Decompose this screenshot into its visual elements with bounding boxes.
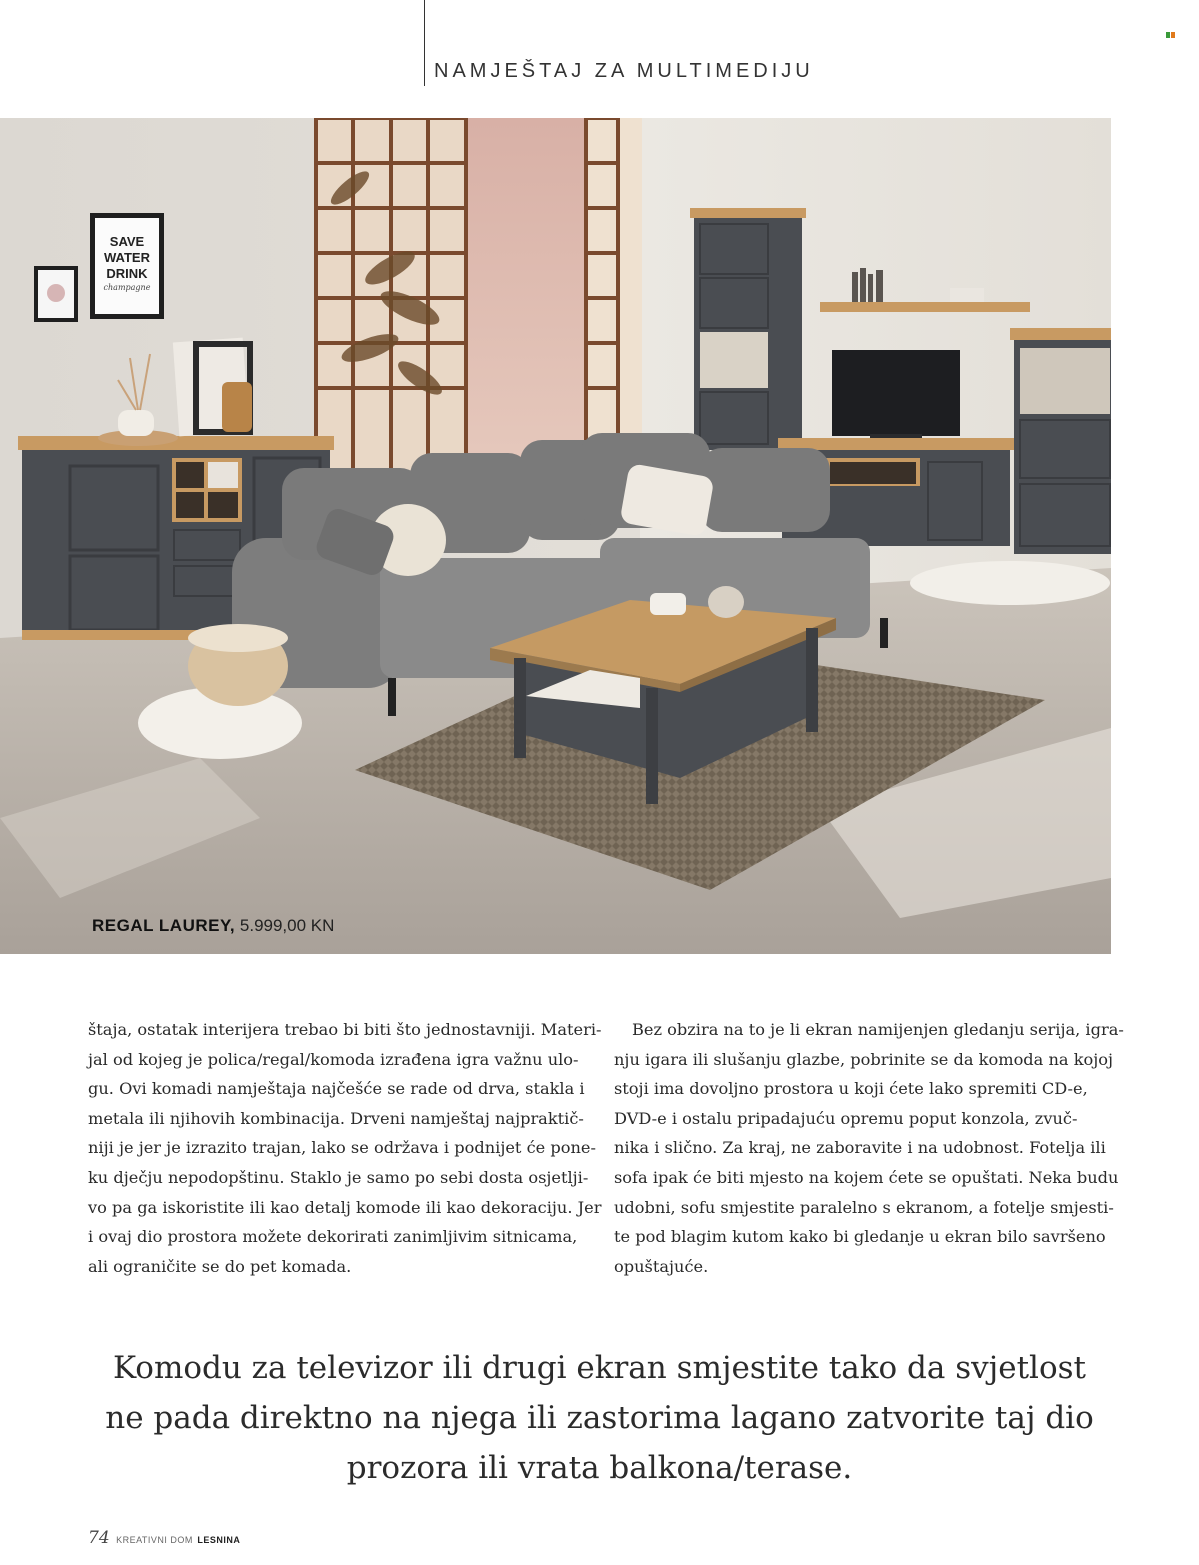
poster-line-4: champagne <box>103 283 151 292</box>
product-price: 5.999,00 KN <box>239 916 335 935</box>
text-line: štaja, ostatak interijera trebao bi biti što jednostavniji. Materi- <box>88 1020 602 1039</box>
page-footer <box>88 1528 240 1548</box>
text-line: i ovaj dio prostora možete dekorirati zanimljivim sitnicama, <box>88 1227 578 1247</box>
pull-quote-line: ne pada direktno na njega ili zastorima lagano zatvorite taj dio <box>105 1400 1094 1436</box>
living-room-photo <box>0 118 1111 954</box>
text-line: DVD-e i ostalu pripadajuću opremu poput konzola, zvuč- <box>614 1108 1078 1128</box>
text-line: niji je jer je izrazito trajan, lako se održava i podnijet će pone- <box>88 1138 596 1158</box>
text-line: nju igara ili slušanju glazbe, pobrinite se da komoda na kojoj <box>614 1049 1114 1069</box>
text-line: opuštajuće. <box>614 1256 709 1276</box>
pull-quote-line: Komodu za televizor ili drugi ekran smjestite tako da svjetlost <box>112 1350 1087 1386</box>
text-line: sofa ipak će biti mjesto na kojem ćete se opuštati. Neka budu <box>614 1167 1119 1187</box>
body-text-right <box>614 1015 1124 1281</box>
text-line: nika i slično. Za kraj, ne zaboravite i na udobnost. Fotelja ili <box>614 1138 1106 1158</box>
text-line: Bez obzira na to je li ekran namijenjen gledanju serija, igra- <box>632 1020 1124 1039</box>
poster-line-3: DRINK <box>106 266 148 281</box>
product-name: REGAL LAUREY, <box>92 916 236 935</box>
section-title: NAMJEŠTAJ ZA MULTIMEDIJU <box>434 60 814 82</box>
footer-brand-name: LESNINA <box>197 1535 241 1545</box>
pull-quote <box>60 1343 1139 1493</box>
page-number: 74 <box>88 1528 110 1548</box>
text-line: ali ograničite se do pet komada. <box>88 1256 352 1276</box>
text-line: metala ili njihovih kombinacija. Drveni namještaj najpraktič- <box>88 1108 584 1128</box>
text-line: udobni, sofu smjestite paralelno s ekranom, a fotelje smjesti- <box>614 1197 1114 1217</box>
section-divider-line <box>424 0 425 86</box>
text-line: te pod blagim kutom kako bi gledanje u ekran bilo savršeno <box>614 1227 1106 1247</box>
pull-quote-line: prozora ili vrata balkona/terase. <box>346 1450 853 1486</box>
text-line: gu. Ovi komadi namještaja najčešće se rade od drva, stakla i <box>88 1079 585 1099</box>
corner-color-mark <box>1166 32 1176 38</box>
footer-brand-prefix: KREATIVNI DOM <box>116 1535 193 1545</box>
text-line: stoji ima dovoljno prostora u koji ćete lako spremiti CD-e, <box>614 1079 1088 1099</box>
poster-line-2: WATER <box>104 250 150 265</box>
text-line: ku dječju nepodopštinu. Staklo je samo po sebi dosta osjetlji- <box>88 1167 589 1187</box>
product-caption <box>92 916 334 936</box>
text-line: jal od kojeg je polica/regal/komoda izrađena igra važnu ulo- <box>88 1049 579 1069</box>
body-text-left <box>88 1015 602 1281</box>
poster-line-1: SAVE <box>109 234 145 249</box>
text-line: vo pa ga iskoristite ili kao detalj komode ili kao dekoraciju. Jer <box>88 1197 602 1217</box>
